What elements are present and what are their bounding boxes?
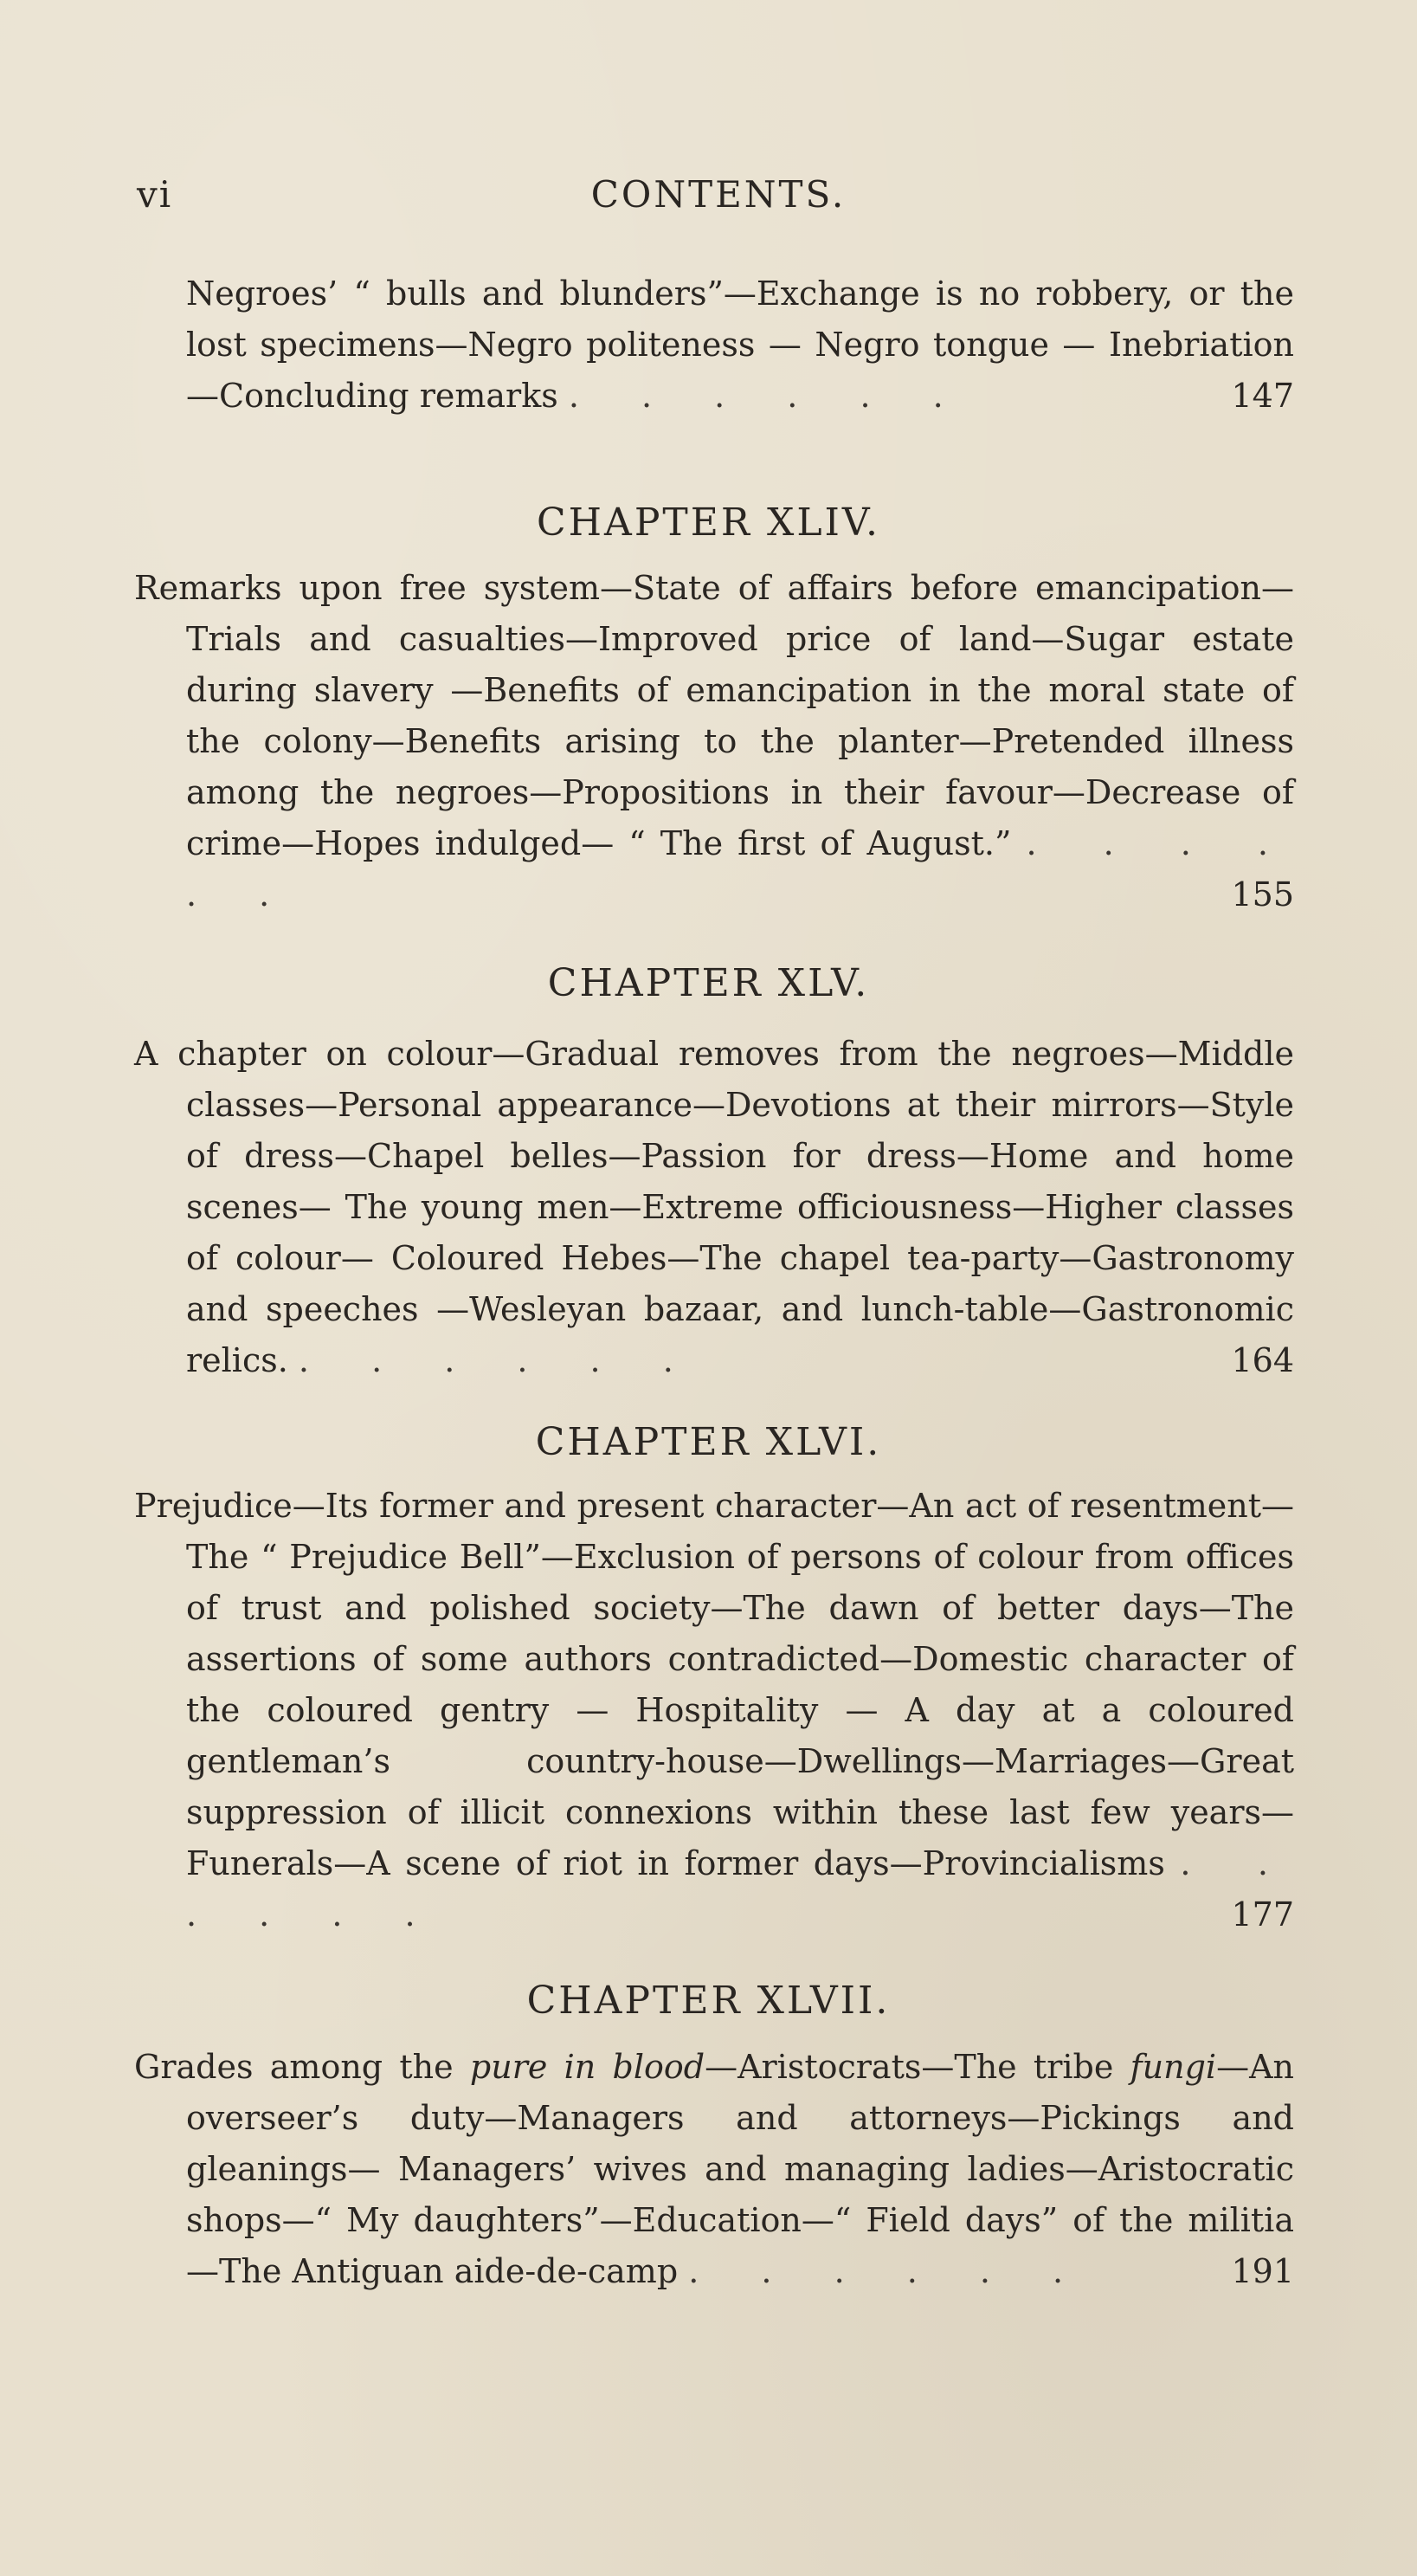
page-reference: 147 bbox=[1231, 377, 1294, 415]
dot-leader: . . . . . . bbox=[298, 1341, 699, 1379]
page-reference: 191 bbox=[1231, 2252, 1294, 2290]
chapter-heading-xlvi: CHAPTER XLVI. bbox=[535, 1420, 882, 1464]
entry-description: Negroes’ “ bulls and blunders”—Exchange is no robbery, or the lost specimens—Negro politeness — Negro tongue — Inebriation—Concluding remarks . . . . . . 147 bbox=[134, 268, 1294, 422]
dot-leader: . . . . . . bbox=[186, 824, 1294, 914]
contents-entry-xlvi bbox=[134, 1481, 1294, 1940]
dot-leader: . . . . . . bbox=[568, 377, 969, 415]
chapter-heading-xliv: CHAPTER XLIV. bbox=[537, 500, 880, 545]
chapter-heading-xlvii: CHAPTER XLVII. bbox=[526, 1979, 891, 2023]
page-reference: 155 bbox=[1231, 875, 1294, 914]
contents-entry-xlv bbox=[134, 1029, 1294, 1386]
italic-phrase: pure in blood bbox=[469, 2048, 705, 2086]
page-title: CONTENTS. bbox=[590, 173, 847, 216]
running-head bbox=[130, 173, 1307, 225]
page-reference: 164 bbox=[1231, 1341, 1294, 1379]
page-reference: 177 bbox=[1231, 1895, 1294, 1934]
entry-description: Prejudice—Its former and present character—An act of resentment— The “ Prejudice Bell”—Exclusion of persons of colour from offices of trust and polished society—The dawn of better days—The assertions of some authors contradicted—Domestic character of the coloured gentry — Hospitality — A day at a coloured gentleman’s country-house—Dwellings—Marriages—Great suppression of illicit connexions within these last few years—Funerals—A scene of riot in former days—Provincialisms . . . . . . 177 bbox=[134, 1481, 1294, 1940]
entry-description: Grades among the pure in blood—Aristocrats—The tribe fungi—An overseer’s duty—Managers and attorneys—Pickings and gleanings— Managers’ wives and managing ladies—Aristocratic shops—“ My daughters”—Education—“ Field days” of the militia—The Antiguan aide-de-camp . . . . . . 191 bbox=[134, 2042, 1294, 2297]
dot-leader: . . . . . . bbox=[688, 2252, 1090, 2290]
dot-leader: . . . . . . bbox=[186, 1844, 1294, 1934]
page-number: vi bbox=[137, 173, 173, 216]
contents-entry-xlvii bbox=[134, 2042, 1294, 2297]
contents-entry-xliv bbox=[134, 563, 1294, 920]
entry-description: Remarks upon free system—State of affairs before emancipation—Trials and casualties—Improved price of land—Sugar estate during slavery —Benefits of emancipation in the moral state of the colony—Benefits arising to the planter—Pretended illness among the negroes—Propositions in their favour—Decrease of crime—Hopes indulged— “ The first of August.” . . . . . . 155 bbox=[134, 563, 1294, 920]
italic-phrase: fungi bbox=[1130, 2048, 1217, 2086]
entry-description: A chapter on colour—Gradual removes from the negroes—Middle classes—Personal appearance—Devotions at their mirrors—Style of dress—Chapel belles—Passion for dress—Home and home scenes— The young men—Extreme officiousness—Higher classes of colour— Coloured Hebes—The chapel tea-party—Gastronomy and speeches —Wesleyan bazaar, and lunch-table—Gastronomic relics. . . . . . . 164 bbox=[134, 1029, 1294, 1386]
contents-entry-continued bbox=[134, 268, 1294, 422]
chapter-heading-xlv: CHAPTER XLV. bbox=[547, 961, 870, 1005]
